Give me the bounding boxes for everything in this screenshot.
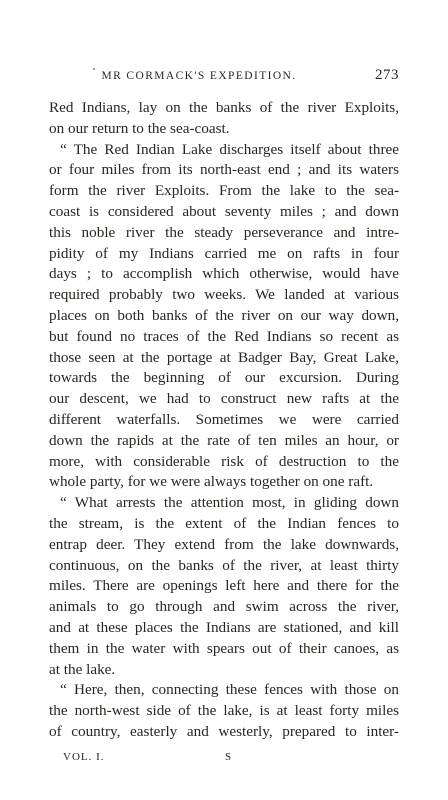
- text-line: animals to go through and swim across the river,: [49, 598, 399, 616]
- text-line: at the lake.: [49, 660, 116, 678]
- text-line: of country, easterly and westerly, prepared to inter-: [49, 722, 399, 740]
- paragraph: [49, 680, 399, 742]
- text-line: the stream, is the extent of the Indian fences to: [49, 514, 399, 532]
- text-line: our descent, we had to construct new rafts at the: [49, 390, 399, 408]
- text-line: pidity of my Indians carried me on rafts in four: [49, 244, 399, 262]
- signature-mark: S: [225, 751, 233, 763]
- text-line: this noble river the steady perseverance and intre-: [49, 223, 399, 241]
- text-line: or four miles from its north-east end ; and its waters: [49, 161, 399, 179]
- page-number: 273: [375, 67, 399, 83]
- paragraph: [49, 493, 399, 680]
- text-line: them in the water with spears out of their canoes, as: [49, 639, 399, 657]
- paragraph: [49, 98, 399, 140]
- text-line: but found no traces of the Red Indians so recent as: [49, 327, 399, 345]
- text-line: entrap deer. They extend from the lake downwards,: [49, 535, 399, 553]
- page-footer: [63, 751, 303, 767]
- text-line: days ; to accomplish which otherwise, would have: [49, 265, 399, 283]
- text-line: more, with considerable risk of destruction to the: [49, 452, 399, 470]
- body-text: [49, 98, 399, 743]
- text-line: form the river Exploits. From the lake to the sea-: [49, 182, 399, 200]
- running-title: MR CORMACK'S EXPEDITION.: [101, 70, 297, 82]
- text-line: “ Here, then, connecting these fences with those on: [60, 681, 399, 699]
- volume-label: VOL. I.: [63, 751, 105, 763]
- text-line: on our return to the sea-coast.: [49, 119, 230, 137]
- text-line: miles. There are openings left here and there for the: [49, 577, 399, 595]
- text-line: “ What arrests the attention most, in gliding down: [60, 494, 399, 512]
- text-line: continuous, on the banks of the river, at least thirty: [49, 556, 399, 574]
- text-line: Red Indians, lay on the banks of the river Exploits,: [49, 99, 399, 116]
- text-line: and at these places the Indians are stationed, and kill: [49, 618, 399, 636]
- text-line: coast is considered about seventy miles ; and down: [49, 202, 399, 220]
- text-line: those seen at the portage at Badger Bay, Great Lake,: [49, 348, 399, 366]
- text-line: down the rapids at the rate of ten miles an hour, or: [49, 431, 399, 449]
- text-line: places on both banks of the river on our way down,: [49, 306, 399, 324]
- text-line: required probably two weeks. We landed at various: [49, 286, 399, 304]
- text-line: whole party, for we were always together on one raft.: [49, 473, 374, 491]
- text-line: the north-west side of the lake, is at least forty miles: [49, 702, 399, 720]
- paragraph: [49, 140, 399, 494]
- text-line: different waterfalls. Sometimes we were carried: [49, 410, 399, 428]
- text-line: towards the beginning of our excursion. During: [49, 369, 399, 387]
- text-line: “ The Red Indian Lake discharges itself about three: [60, 140, 399, 158]
- running-header: [49, 66, 399, 86]
